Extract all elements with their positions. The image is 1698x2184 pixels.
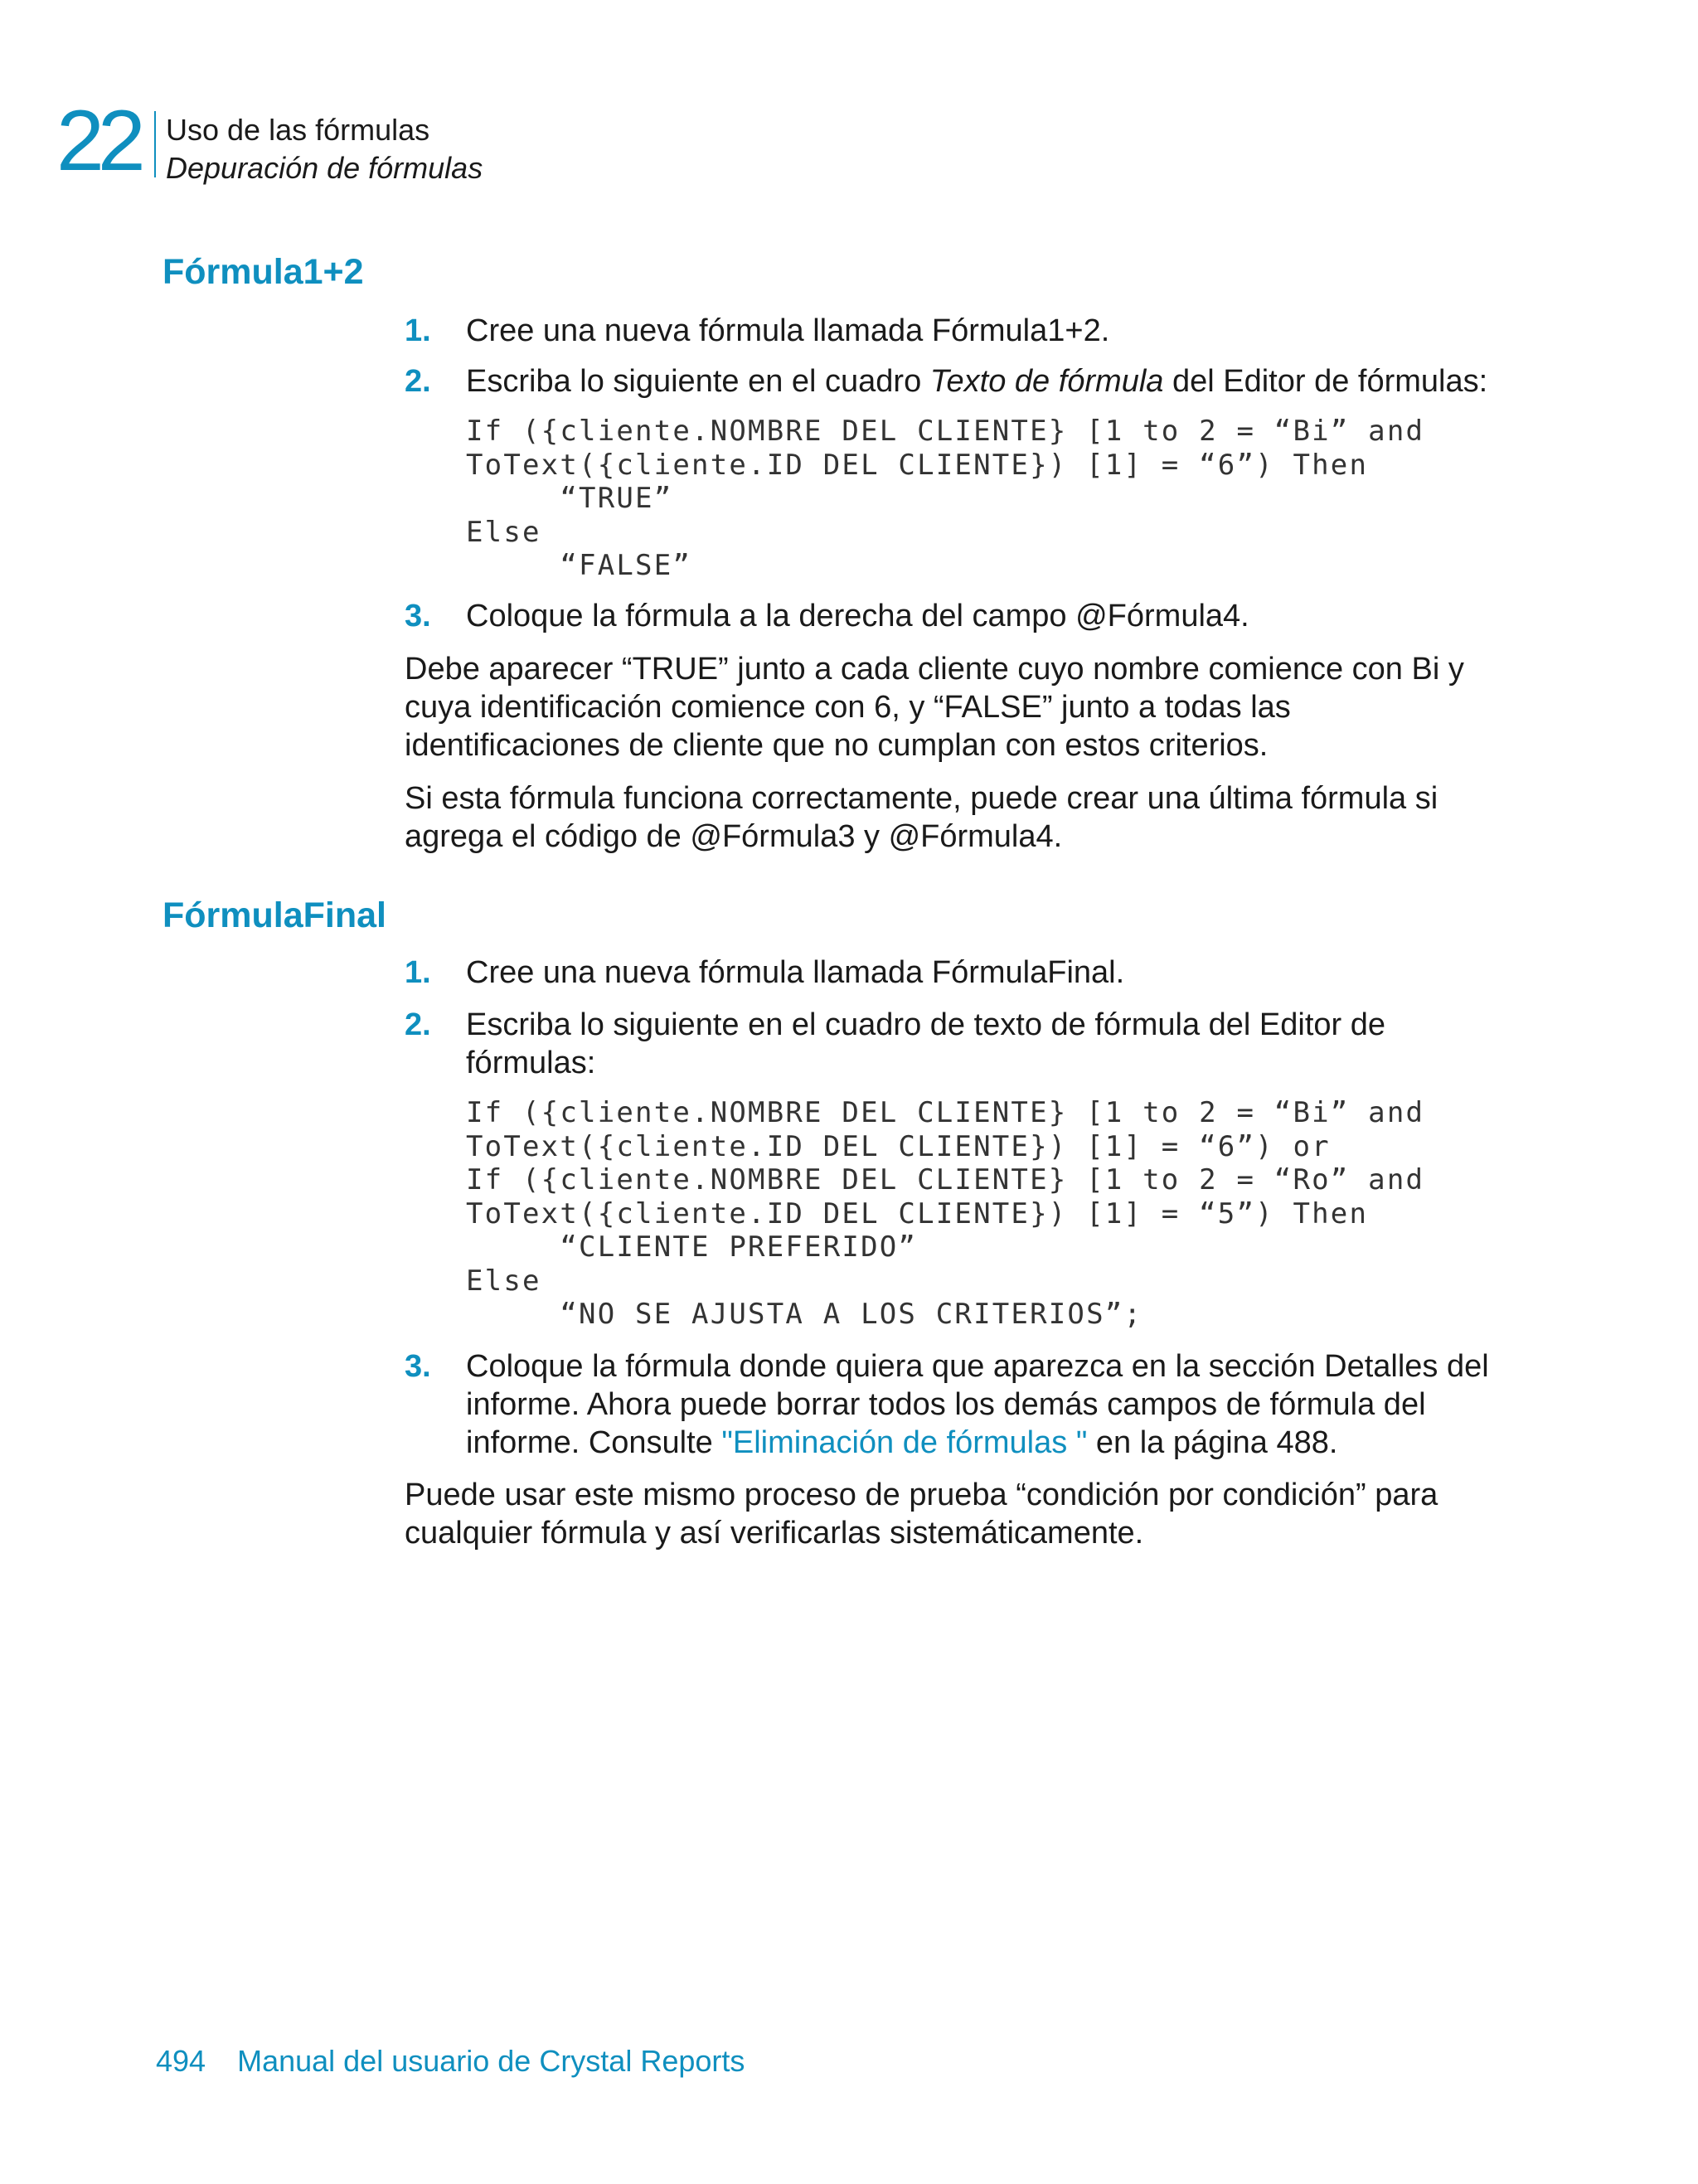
step-text-part: del Editor de fórmulas: <box>1163 364 1488 399</box>
step-number: 2. <box>405 364 431 399</box>
step-text-part: Coloque la fórmula donde quiera que aparezca en la sección Detalles del informe. Ahora puede borrar todos los demás campos de fórmula del informe. Consulte <box>466 1349 1489 1460</box>
step-text: Escriba lo siguiente en el cuadro de texto de fórmula del Editor de fórmulas: <box>466 1007 1385 1080</box>
chapter-divider <box>154 111 156 177</box>
step-item <box>405 312 1499 350</box>
step-number: 3. <box>405 599 431 633</box>
step-number: 1. <box>405 955 431 990</box>
book-title: Manual del usuario de Crystal Reports <box>237 2044 745 2078</box>
page-number: 494 <box>156 2044 206 2078</box>
body-paragraph: Si esta fórmula funciona correctamente, puede crear una última fórmula si agrega el código de @Fórmula3 y @Fórmula4. <box>405 781 1438 854</box>
code-block: If ({cliente.NOMBRE DEL CLIENTE} [1 to 2 = “Bi” and ToText({cliente.ID DEL CLIENTE}) [1] = “6”) Then “TRUE” Else “FALSE” <box>466 415 1425 582</box>
step-item <box>405 954 1499 992</box>
step-number: 1. <box>405 313 431 348</box>
step-text <box>466 362 1499 400</box>
step-text: Coloque la fórmula a la derecha del campo @Fórmula4. <box>466 599 1249 633</box>
cross-reference-link[interactable]: "Eliminación de fórmulas " <box>721 1425 1088 1460</box>
section-heading-formula1-2: Fórmula1+2 <box>163 252 364 292</box>
step-item <box>405 362 1499 400</box>
chapter-number: 22 <box>56 93 139 189</box>
section-heading-formulafinal: FórmulaFinal <box>163 895 386 935</box>
step-item <box>405 1006 1499 1082</box>
step-number: 2. <box>405 1007 431 1042</box>
step-text <box>466 1347 1499 1462</box>
code-block: If ({cliente.NOMBRE DEL CLIENTE} [1 to 2 = “Bi” and ToText({cliente.ID DEL CLIENTE}) [1] = “6”) or If ({cliente.NOMBRE DEL CLIENTE} [1 to 2 = “Ro” and ToText({cliente.ID DEL CLIENTE}) [1] = “5”) Then “CLIENTE PREFERIDO” Else “NO SE AJUSTA A LOS CRITERIOS”; <box>466 1096 1425 1331</box>
body-paragraph: Puede usar este mismo proceso de prueba “condición por condición” para cualquier fórmula y así verificarlas sistemáticamente. <box>405 1478 1438 1551</box>
step-text-part: Escriba lo siguiente en el cuadro <box>466 364 930 399</box>
step-text: Cree una nueva fórmula llamada FórmulaFinal. <box>466 955 1125 990</box>
body-paragraph: Debe aparecer “TRUE” junto a cada cliente cuyo nombre comience con Bi y cuya identificación comience con 6, y “FALSE” junto a todas las identificaciones de cliente que no cumplan con estos criterios. <box>405 652 1464 763</box>
step-text-emphasis: Texto de fórmula <box>929 364 1164 399</box>
step-text-part: en la página 488. <box>1087 1425 1338 1460</box>
step-number: 3. <box>405 1349 431 1384</box>
chapter-title: Uso de las fórmulas <box>166 113 430 147</box>
step-item <box>405 597 1499 635</box>
page-footer <box>156 2043 745 2080</box>
step-item <box>405 1347 1499 1462</box>
step-text: Cree una nueva fórmula llamada Fórmula1+2. <box>466 313 1110 348</box>
section-subtitle: Depuración de fórmulas <box>166 151 483 185</box>
